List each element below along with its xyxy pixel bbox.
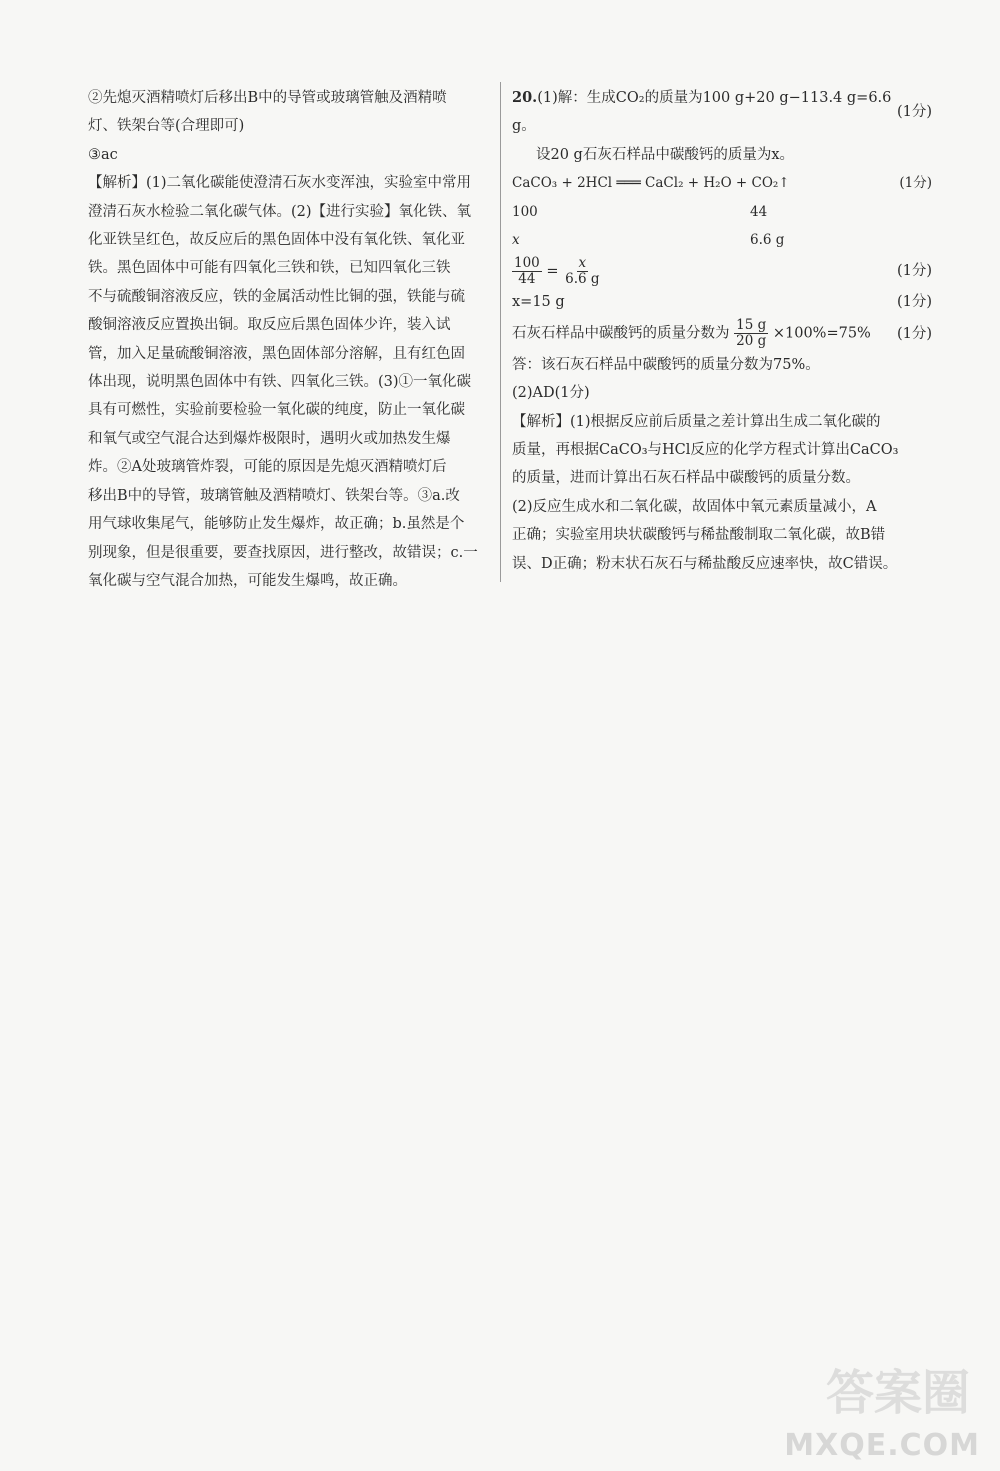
ratio-row	[512, 254, 932, 288]
fraction-denominator: 44	[518, 270, 536, 287]
analysis-line: 【解析】(1)二氧化碳能使澄清石灰水变浑浊，实验室中常用	[88, 175, 472, 192]
mass-row	[512, 198, 932, 226]
chemical-equation-row	[512, 169, 932, 197]
analysis-line: 炸。②A处玻璃管炸裂，可能的原因是先熄灭酒精喷灯后	[88, 459, 447, 476]
analysis-line: 具有可燃性，实验前要检验一氧化碳的纯度，防止一氧化碳	[88, 402, 465, 419]
analysis-line: 质量，再根据CaCO₃与HCl反应的化学方程式计算出CaCO₃	[512, 442, 899, 459]
points-label: (1分)	[899, 175, 932, 192]
analysis-line: 体出现，说明黑色固体中有铁、四氧化三铁。(3)①一氧化碳	[88, 374, 472, 391]
variable-row	[512, 226, 932, 254]
equals-sign: =	[546, 263, 559, 280]
analysis-line: 不与硫酸铜溶液反应，铁的金属活动性比铜的强，铁能与硫	[88, 288, 465, 305]
analysis-line: 氧化碳与空气混合加热，可能发生爆鸣，故正确。	[88, 572, 407, 589]
analysis-line: 化亚铁呈红色，故反应后的黑色固体中没有氧化铁、氧化亚	[88, 232, 465, 249]
analysis-line: 酸铜溶液反应置换出铜。取反应后黑色固体少许，装入试	[88, 317, 451, 334]
fraction-numerator: x	[578, 254, 587, 271]
analysis-line: 移出B中的导管，玻璃管触及酒精喷灯、铁架台等。③a.改	[88, 487, 460, 504]
analysis-line: 和氧气或空气混合达到爆炸极限时，遇明火或加热发生爆	[88, 430, 451, 447]
analysis-line: 【解析】(1)根据反应前后质量之差计算出生成二氧化碳的	[512, 413, 881, 430]
fraction-denominator: 20 g	[736, 333, 767, 350]
analysis-line: 用气球收集尾气，能够防止发生爆炸，故正确；b.虽然是个	[88, 516, 465, 533]
watermark-url: MXQE.COM	[784, 1428, 980, 1463]
left-column	[88, 84, 488, 595]
watermark-logo	[780, 1353, 980, 1463]
variable-right: 6.6 g	[750, 232, 785, 249]
analysis-line: 别现象，但是很重要，要查找原因，进行整改，故错误；c.一	[88, 544, 478, 561]
mass-value-right: 44	[750, 203, 768, 220]
variable-left: x	[512, 232, 520, 249]
analysis-line: (2)反应生成水和二氧化碳，故固体中氧元素质量减小，A	[512, 498, 877, 515]
solution-line-2: 设20 g石灰石样品中碳酸钙的质量为x。	[536, 146, 795, 163]
text-line: 灯、铁架台等(合理即可)	[88, 118, 245, 135]
analysis-line: 管，加入足量硫酸铜溶液，黑色固体部分溶解，且有红色固	[88, 345, 465, 362]
analysis-line: 铁。黑色固体中可能有四氧化三铁和铁，已知四氧化三铁	[88, 260, 451, 277]
points-label: (1分)	[896, 294, 932, 311]
fraction-denominator: 6.6 g	[565, 270, 600, 287]
ratio-fraction-right	[563, 256, 601, 287]
mass-fraction-text: 石灰石样品中碳酸钙的质量分数为	[512, 325, 730, 342]
mass-fraction	[734, 318, 768, 349]
fraction-numerator: 15 g	[736, 317, 767, 334]
analysis-line: 的质量，进而计算出石灰石样品中碳酸钙的质量分数。	[512, 470, 860, 487]
mass-fraction-row	[512, 317, 932, 351]
right-column	[512, 84, 932, 578]
mass-fraction-tail: ×100%=75%	[772, 325, 871, 342]
result-x: x=15 g	[512, 294, 565, 311]
ratio-fraction-left	[512, 256, 542, 287]
analysis-line: 澄清石灰水检验二氧化碳气体。(2)【进行实验】氧化铁、氧	[88, 203, 472, 220]
question-number: 20.	[512, 89, 538, 106]
mass-value-left: 100	[512, 203, 538, 220]
answer-line: 答：该石灰石样品中碳酸钙的质量分数为75%。	[512, 356, 820, 373]
column-divider	[500, 82, 501, 582]
chemical-equation: CaCO₃ + 2HCl ═══ CaCl₂ + H₂O + CO₂↑	[512, 175, 790, 192]
points-label: (1分)	[896, 263, 932, 280]
points-label: (1分)	[896, 104, 932, 121]
points-label: (1分)	[896, 325, 932, 342]
text-line: ②先熄灭酒精喷灯后移出B中的导管或玻璃管触及酒精喷	[88, 90, 447, 106]
text-line: ③ac	[88, 146, 118, 163]
solution-text: (1)解：生成CO₂的质量为100 g+20 g−113.4 g=6.6 g。	[512, 90, 892, 135]
analysis-line: 正确；实验室用块状碳酸钙与稀盐酸制取二氧化碳，故B错	[512, 527, 886, 544]
result-row	[512, 288, 932, 316]
solution-line-1	[512, 84, 932, 141]
watermark-text: 答案圈	[825, 1365, 970, 1421]
part2-answer: (2)AD(1分)	[512, 385, 590, 402]
fraction-numerator: 100	[514, 254, 540, 271]
analysis-line: 误、D正确；粉末状石灰石与稀盐酸反应速率快，故C错误。	[512, 555, 898, 572]
